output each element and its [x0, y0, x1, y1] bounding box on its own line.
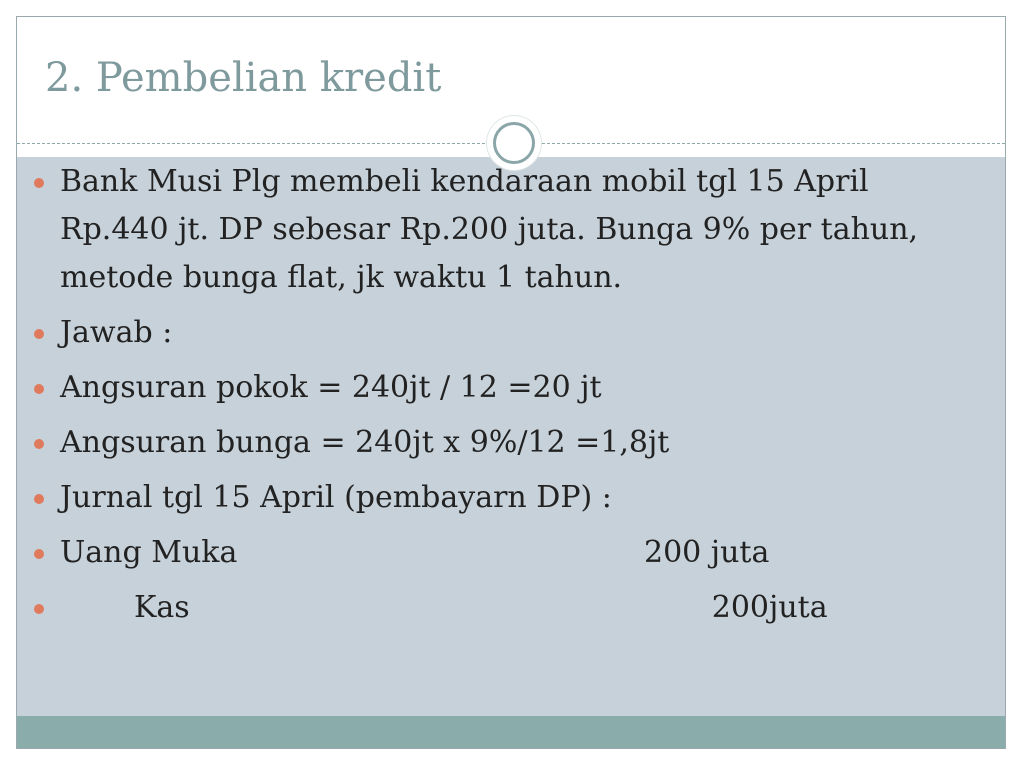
- bullet-item: [32, 474, 972, 522]
- bullet-text: Bank Musi Plg membeli kendaraan mobil tgl 15 April Rp.440 jt. DP sebesar Rp.200 juta. Bunga 9% per tahun, metode bunga flat, jk waktu 1 tahun.: [60, 164, 919, 295]
- journal-row-credit: [32, 584, 972, 632]
- journal-amount: 200 juta: [644, 535, 770, 570]
- journal-account: Kas: [134, 590, 190, 625]
- bullet-dot-icon: [34, 384, 44, 394]
- bullet-dot-icon: [34, 494, 44, 504]
- footer-bar: [17, 716, 1005, 749]
- journal-row-debit: [32, 529, 972, 577]
- journal-row: [60, 529, 972, 577]
- journal-amount: 200juta: [711, 590, 828, 625]
- slide-title: 2. Pembelian kredit: [45, 55, 442, 101]
- journal-account: Uang Muka: [60, 535, 238, 570]
- bullet-dot-icon: [34, 329, 44, 339]
- bullet-dot-icon: [34, 604, 44, 614]
- journal-row: [60, 584, 972, 632]
- bullet-item: [32, 364, 972, 412]
- bullet-dot-icon: [34, 439, 44, 449]
- bullet-dot-icon: [34, 178, 44, 188]
- bullet-list: [32, 158, 972, 639]
- bullet-item: [32, 309, 972, 357]
- bullet-text: Angsuran pokok = 240jt / 12 =20 jt: [60, 370, 602, 405]
- bullet-text: Angsuran bunga = 240jt x 9%/12 =1,8jt: [60, 425, 670, 460]
- bullet-item: [32, 419, 972, 467]
- bullet-text: Jurnal tgl 15 April (pembayarn DP) :: [60, 480, 612, 515]
- bullet-dot-icon: [34, 549, 44, 559]
- bullet-text: Jawab :: [60, 315, 173, 350]
- bullet-item: [32, 158, 972, 302]
